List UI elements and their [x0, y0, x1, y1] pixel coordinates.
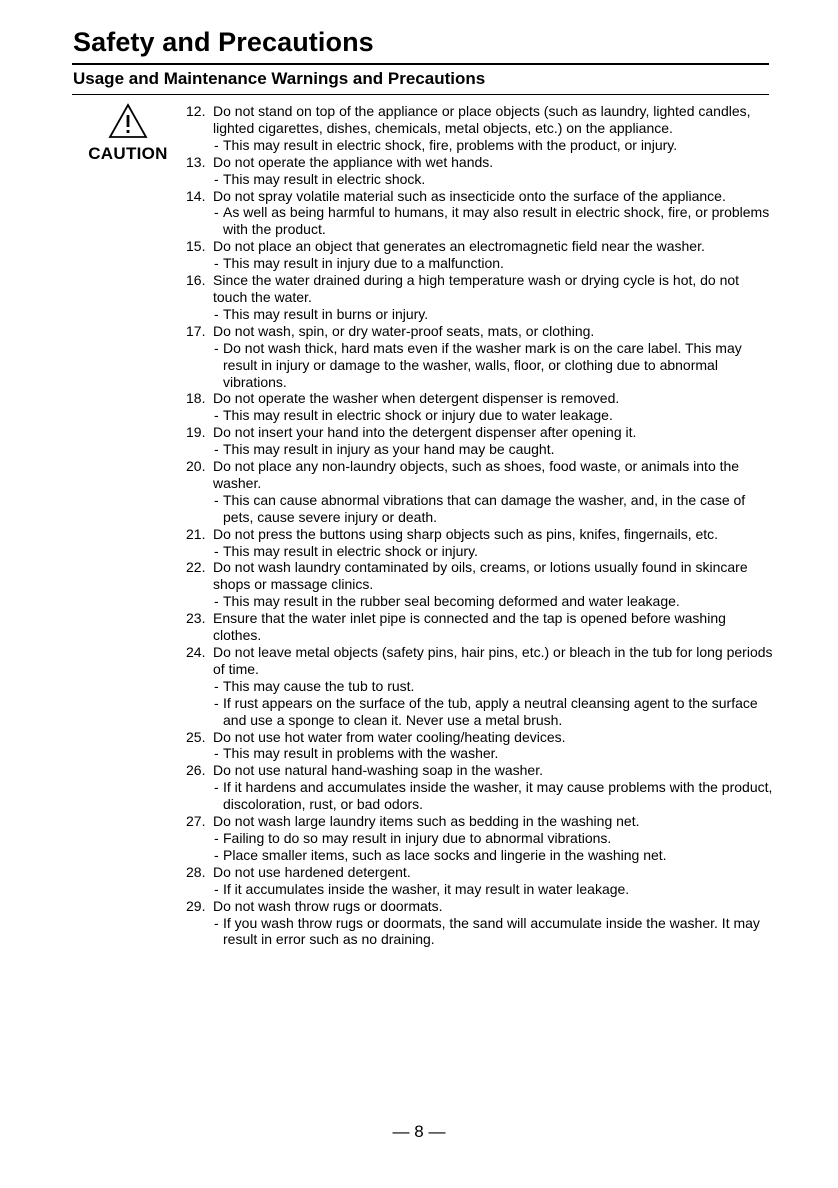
item-number: 13.: [186, 153, 206, 170]
item-note: - Place smaller items, such as lace socks and lingerie in the washing net.: [213, 847, 776, 864]
item-note: - This may result in the rubber seal becoming deformed and water leakage.: [213, 593, 776, 610]
item-text: Do not use hardened detergent.: [213, 863, 411, 880]
precaution-list: [186, 103, 776, 948]
item-note: - This may result in burns or injury.: [213, 306, 776, 323]
item-note: - This can cause abnormal vibrations that can damage the washer, and, in the case of pets, cause severe injury or death.: [213, 492, 776, 526]
item-number: 27.: [186, 813, 206, 830]
item-number: 20.: [186, 458, 206, 475]
page-title: Safety and Precautions: [73, 27, 374, 57]
item-text: Do not place an object that generates an electromagnetic field near the washer.: [213, 238, 705, 255]
list-item: [186, 762, 776, 813]
item-text: Do not press the buttons using sharp objects such as pins, knifes, fingernails, etc.: [213, 525, 719, 542]
item-number: 15.: [186, 238, 206, 255]
item-number: 22.: [186, 559, 206, 576]
item-text: Do not leave metal objects (safety pins, hair pins, etc.) or bleach in the tub for long periods of time.: [213, 644, 773, 677]
page-number: — 8 —: [392, 1122, 446, 1141]
item-number: 16.: [186, 272, 206, 289]
item-text: Do not stand on top of the appliance or place objects (such as laundry, lighted candles, lighted cigarettes, dishes, chemicals, metal objects, etc.) on the appliance.: [213, 103, 751, 136]
item-number: 18.: [186, 390, 206, 407]
list-item: [186, 526, 776, 560]
item-text: Do not use natural hand-washing soap in the washer.: [213, 762, 543, 779]
list-item: [186, 272, 776, 323]
caution-label: CAUTION: [88, 144, 168, 163]
item-text: Do not operate the washer when detergent dispenser is removed.: [213, 390, 620, 407]
warning-triangle-icon: [108, 103, 148, 139]
item-note: - If it accumulates inside the washer, it may result in water leakage.: [213, 881, 776, 898]
list-item: [186, 864, 776, 898]
list-item: [186, 898, 776, 949]
item-text: Do not wash throw rugs or doormats.: [213, 897, 443, 914]
item-number: 19.: [186, 424, 206, 441]
item-note: - If it hardens and accumulates inside the washer, it may cause problems with the product, discoloration, rust, or bad odors.: [213, 779, 776, 813]
list-item: [186, 390, 776, 424]
item-text: Do not place any non-laundry objects, such as shoes, food waste, or animals into the washer.: [213, 458, 740, 491]
section-divider: [72, 94, 769, 95]
item-number: 29.: [186, 897, 206, 914]
item-note: - This may result in injury as your hand may be caught.: [213, 441, 776, 458]
item-note: - Failing to do so may result in injury due to abnormal vibrations.: [213, 830, 776, 847]
item-text: Do not use hot water from water cooling/heating devices.: [213, 728, 566, 745]
item-text: Do not wash large laundry items such as bedding in the washing net.: [213, 813, 640, 830]
list-item: [186, 729, 776, 763]
item-note: - This may result in electric shock or injury.: [213, 543, 776, 560]
item-text: Do not operate the appliance with wet hands.: [213, 153, 494, 170]
list-item: [186, 458, 776, 526]
list-item: [186, 188, 776, 239]
item-text: Do not wash laundry contaminated by oils, creams, or lotions usually found in skincare shops or massage clinics.: [213, 559, 748, 593]
item-note: - If rust appears on the surface of the tub, apply a neutral cleansing agent to the surface and use a sponge to clean it. Never use a metal brush.: [213, 695, 776, 729]
item-text: Do not spray volatile material such as insecticide onto the surface of the appliance.: [213, 187, 726, 204]
list-item: [186, 559, 776, 610]
caution-block: [72, 103, 184, 164]
item-note: - If you wash throw rugs or doormats, the sand will accumulate inside the washer. It may result in error such as no draining.: [213, 915, 776, 949]
list-item: [186, 813, 776, 864]
item-note: - This may result in injury due to a malfunction.: [213, 255, 776, 272]
list-item: [186, 644, 776, 729]
list-item: [186, 103, 776, 154]
item-number: 25.: [186, 728, 206, 745]
item-note: - This may result in electric shock.: [213, 171, 776, 188]
item-note: - This may result in electric shock, fire, problems with the product, or injury.: [213, 137, 776, 154]
item-number: 28.: [186, 863, 206, 880]
item-text: Since the water drained during a high temperature wash or drying cycle is hot, do not touch the water.: [213, 272, 740, 305]
item-note: - This may cause the tub to rust.: [213, 678, 776, 695]
item-number: 26.: [186, 762, 206, 779]
item-text: Do not insert your hand into the detergent dispenser after opening it.: [213, 424, 637, 441]
item-number: 24.: [186, 644, 206, 660]
item-text: Do not wash, spin, or dry water-proof seats, mats, or clothing.: [213, 322, 595, 339]
item-number: 17.: [186, 322, 206, 339]
item-note: - As well as being harmful to humans, it may also result in electric shock, fire, or problems with the product.: [213, 204, 776, 238]
list-item: [186, 424, 776, 458]
list-item: [186, 610, 776, 644]
list-item: [186, 154, 776, 188]
item-note: - Do not wash thick, hard mats even if the washer mark is on the care label. This may result in injury or damage to the washer, walls, floor, or clothing due to abnormal vibrations.: [213, 340, 776, 391]
item-text: Ensure that the water inlet pipe is connected and the tap is opened before washing clothes.: [213, 610, 726, 644]
item-number: 23.: [186, 610, 206, 627]
list-item: [186, 238, 776, 272]
section-heading: Usage and Maintenance Warnings and Precautions: [73, 69, 486, 88]
item-number: 12.: [186, 103, 206, 119]
item-number: 14.: [186, 187, 206, 204]
item-note: - This may result in problems with the washer.: [213, 745, 776, 762]
title-divider: [72, 63, 769, 65]
item-number: 21.: [186, 525, 206, 542]
list-item: [186, 323, 776, 391]
item-note: - This may result in electric shock or injury due to water leakage.: [213, 407, 776, 424]
